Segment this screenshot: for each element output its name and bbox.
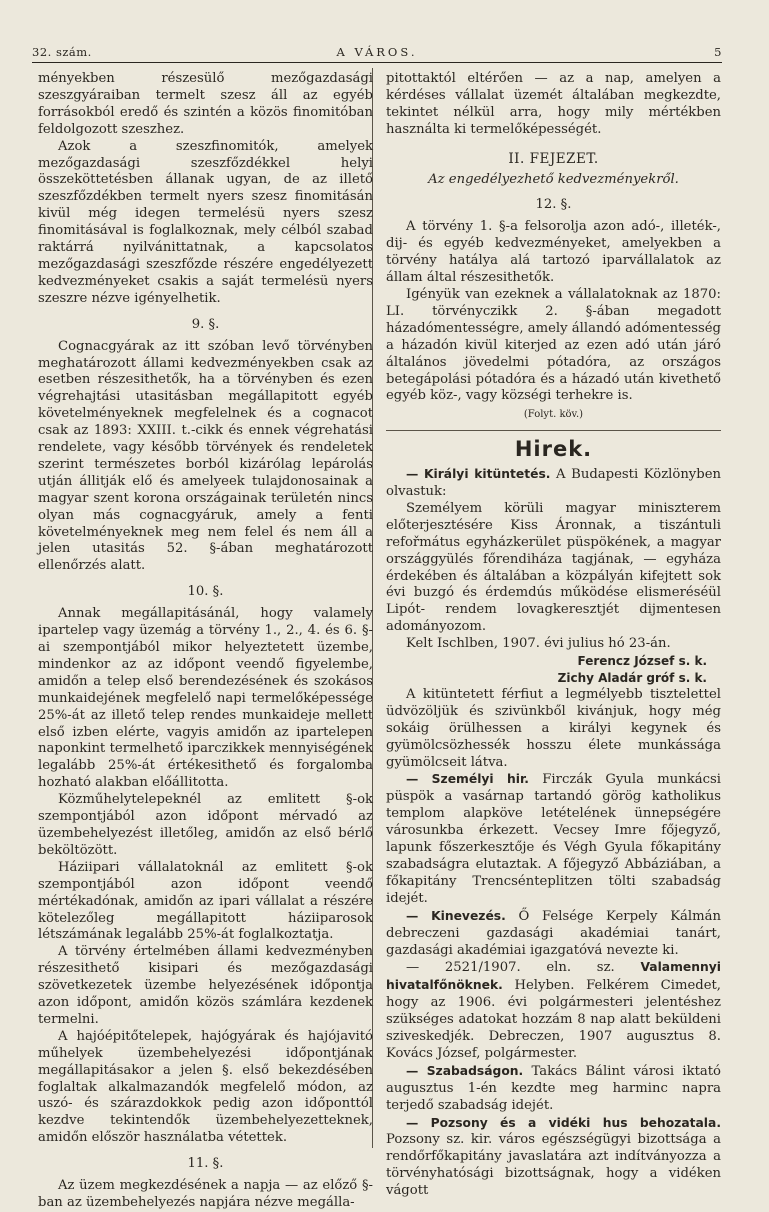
signature: Ferencz József s. k. — [577, 654, 707, 669]
news-item — [386, 908, 721, 960]
section-heading: 9. §. — [191, 316, 220, 332]
news-item-text: A Budapesti Közlönyben olvastuk: — [386, 467, 721, 500]
news-item-title: — Kinevezés. — [406, 908, 506, 923]
page-number: 5 — [714, 45, 722, 59]
paragraph: Személyem körüli magyar miniszterem előterjesztésére Kiss Áronnak, a tiszántuli refořmátus egyházkerület püspökének, a magyar országgyülés főrendiháza tagjának, — egyháza érdekében és általában a közpályán kifejtett sok évi buzgó és érdemdús működése elismeréséül Lipót- rendem lovagkeresztjét dijmentesen adományozom. — [386, 500, 721, 635]
news-item — [386, 1115, 721, 1201]
news-item-text: Ő Felsége Kerpely Kálmán debreczeni gazdasági akadémiai tanárt, gazdasági akadémiai igazgatóvá nevezte ki. — [386, 908, 721, 958]
news-item — [386, 959, 721, 1062]
page-header — [32, 45, 722, 63]
section-heading: 10. §. — [187, 584, 224, 600]
news-item-text: Pozsony sz. kir. város egészségügyi bizottsága a rendőrfőkapitány javaslatára azt indítványozza a törvényhatósági bizottságnak, hogy a vidéken vágott — [386, 1132, 721, 1199]
chapter-heading: II. FEJEZET. — [508, 150, 599, 167]
news-item — [386, 771, 721, 907]
news-item-title: — Személyi hir. — [406, 772, 529, 787]
paragraph: Közműhelytelepeknél az emlitett §-ok szempontjából azon időpont mérvadó az üzembehelyezést illetőleg, amidőn az első bérlő beköltözött. — [38, 792, 373, 858]
news-item — [386, 466, 721, 501]
news-item-number: — 2521/1907. eln. sz. — [406, 960, 615, 976]
signature: Zichy Aladár gróf s. k. — [557, 671, 707, 685]
paragraph: Igényük van ezeknek a vállalatoknak az 1870: LI. törvényczikk 2. §-ában megadott házadómentességre, amely állandó adómentesség a házadón kivül kiterjed az ezen adó után járó általános jövedelmi pótadóra, az országos betegápolási pótadóra és a házadó után kivethető egyéb köz-, vagy községi terhekre is. — [386, 286, 721, 404]
paragraph: A törvény értelmében állami kedvezményben részesithető kisipari és mezőgazdasági szövetkezetek üzembe helyezésének időpontja azon időpont, amidőn közös számlára kezdenek termelni. — [38, 944, 373, 1027]
news-item-title: — Királyi kitüntetés. — [406, 467, 551, 482]
left-column — [38, 71, 373, 1212]
news-item-text: Firczák Gyula munkácsi püspök a vasárnap tartandó görög katholikus templom alapköve letételének ünnepségére városunkba érkezett. Vecsey Imre főjegyző, lapunk főszerkesztője és Végh Gyula főkapitány szabadságra elutaztak. A főjegyző Abbáziában, a főkapitány Trencsénteplitzen tölti szabadság idejét. — [386, 772, 722, 906]
news-item-text: Takács Bálint városi iktató augusztus 1-én kezdte meg harminc napra terjedő szabadság idejét. — [386, 1063, 721, 1113]
continued-note: (Folyt. köv.) — [523, 409, 584, 421]
section-heading: 11. §. — [187, 1156, 224, 1172]
news-heading: Hirek. — [514, 437, 593, 462]
paragraph: Azok a szeszfinomitók, amelyek mezőgazdasági szeszfőzdékkel helyi összeköttetésben állanak ugyan, de az illető szeszfőzdékben termelt nyers szesz finomitásán kivül még idegen termelésü nyers szesz finomitásával is foglalkoznak, mely célból szabad raktárrá nyilvánittatnak, a kapcsolatos mezőgazdasági szeszfőzde részére engedélyezett kedvezményeket csakis a saját termelésü nyers szeszre nézve igényelhetik. — [38, 138, 373, 306]
news-item-title: — Szabadságon. — [406, 1063, 524, 1078]
news-item-text: Helyben. Felkérem Cimedet, hogy az 1906. évi polgármesteri jelentéshez szükséges adatokat hozzám 8 nap alatt beküldeni sziveskedjék. Debreczen, 1907 augusztus 8. Kovács József, polgármester. — [386, 978, 721, 1061]
news-item-title: Valamennyi hivatalfőnöknek. — [386, 960, 721, 993]
paragraph: ményekben részesülő mezőgazdasági szeszgyáraiban termelt szesz áll az egyéb forrásokból eredő és szintén a közös finomitóban feldolgozott szeszhez. — [38, 71, 373, 137]
paragraph: Háziipari vállalatoknál az emlitett §-ok szempontjából azon időpont veendő mértékadónak, amidőn az ipari vállalat a részére kötelezőleg megállapitott háziiparosok létszámának legalább 25%-át foglalkoztatja. — [38, 859, 373, 943]
paragraph: A hajóépitőtelepek, hajógyárak és hajójavitó műhelyek üzembehelyezési időpontjának megállapitásakor a jelen §. első bekezdésében foglaltak alkalmazandók megfelelő módon, az uszó- és szárazdokkok pedig azon időponttól kezdve tekintendők üzembehelyezetteknek, amidőn először használatba vétettek. — [38, 1028, 373, 1146]
section-heading: 12. §. — [535, 197, 572, 213]
paragraph: Annak megállapitásánál, hogy valamely ipartelep vagy üzemág a törvény 1., 2., 4. és 6. §-ai szempontjából mikor helyeztetett üzembe, mindenkor az az időpont veendő figyelembe, amidőn a telep első berendezésének és szokásos munkaidejének megfelelő napi termelőképessége 25%-át az illető telep rendes munkaideje mellett első izben elérte, vagyis amidőn az ipartelepen naponkint termelhető iparczikkek mennyiségének legalább 25%-át értékesithető és forgalomba hozható alakban előállitotta. — [38, 606, 373, 791]
paragraph: A kitüntetett férfiut a legmélyebb tisztelettel üdvözöljük és szivünkből kivánjuk, hogy még sokáig örülhessen a királyi kegynek és gyümölcsözhessék hosszu élete munkássága gyümölcseit látva. — [386, 686, 721, 770]
paragraph: Kelt Ischlben, 1907. évi julius hó 23-án. — [406, 636, 671, 652]
newspaper-title: A VÁROS. — [336, 45, 418, 59]
paragraph: Az üzem megkezdésének a napja — az előző §-ban az üzembehelyezés napjára nézve megálla- — [38, 1178, 373, 1210]
header-rule — [32, 62, 722, 63]
chapter-subtitle: Az engedélyezhető kedvezményekről. — [428, 171, 679, 187]
paragraph: Cognacgyárak az itt szóban levő törvényben meghatározott állami kedvezményekben csak az esetben részesithetők, ha a törvényben és ezen végrehajtási utasitásban megállapitott egyéb követelményeknek megfelelnek és a cognacot csak az 1893: XXIII. t.-cikk és ennek végrehatási rendelete, vagy később törvények és rendeletek szerint természetes borból kizárólag lepárolás utján állitják elő és amelyeek tulajdonosainak a magyar szent korona országainak területén nincs olyan más cognacgyáruk, amely a fenti követelményeknek meg nem felel és nem áll a jelen utasitás 52. §-ában meghatározott ellenőrzés alatt. — [38, 338, 373, 574]
right-column — [386, 71, 721, 1200]
news-item — [386, 1063, 721, 1115]
paragraph: pitottaktól eltérően — az a nap, amelyen a kérdéses vállalat üzemét általában megkezdte, tekintet nélkül arra, hogy mily mértékben használta ki termelőképességét. — [386, 71, 721, 137]
issue-number: 32. szám. — [32, 45, 92, 59]
section-divider — [386, 430, 721, 431]
paragraph: A törvény 1. §-a felsorolja azon adó-, illeték-, dij- és egyéb kedvezményeket, amelyekben a törvény hatálya alá tartozó iparvállalatok az állam által részesithetők. — [386, 219, 721, 286]
news-item-title: — Pozsony és a vidéki hus behozatala. — [406, 1115, 721, 1130]
